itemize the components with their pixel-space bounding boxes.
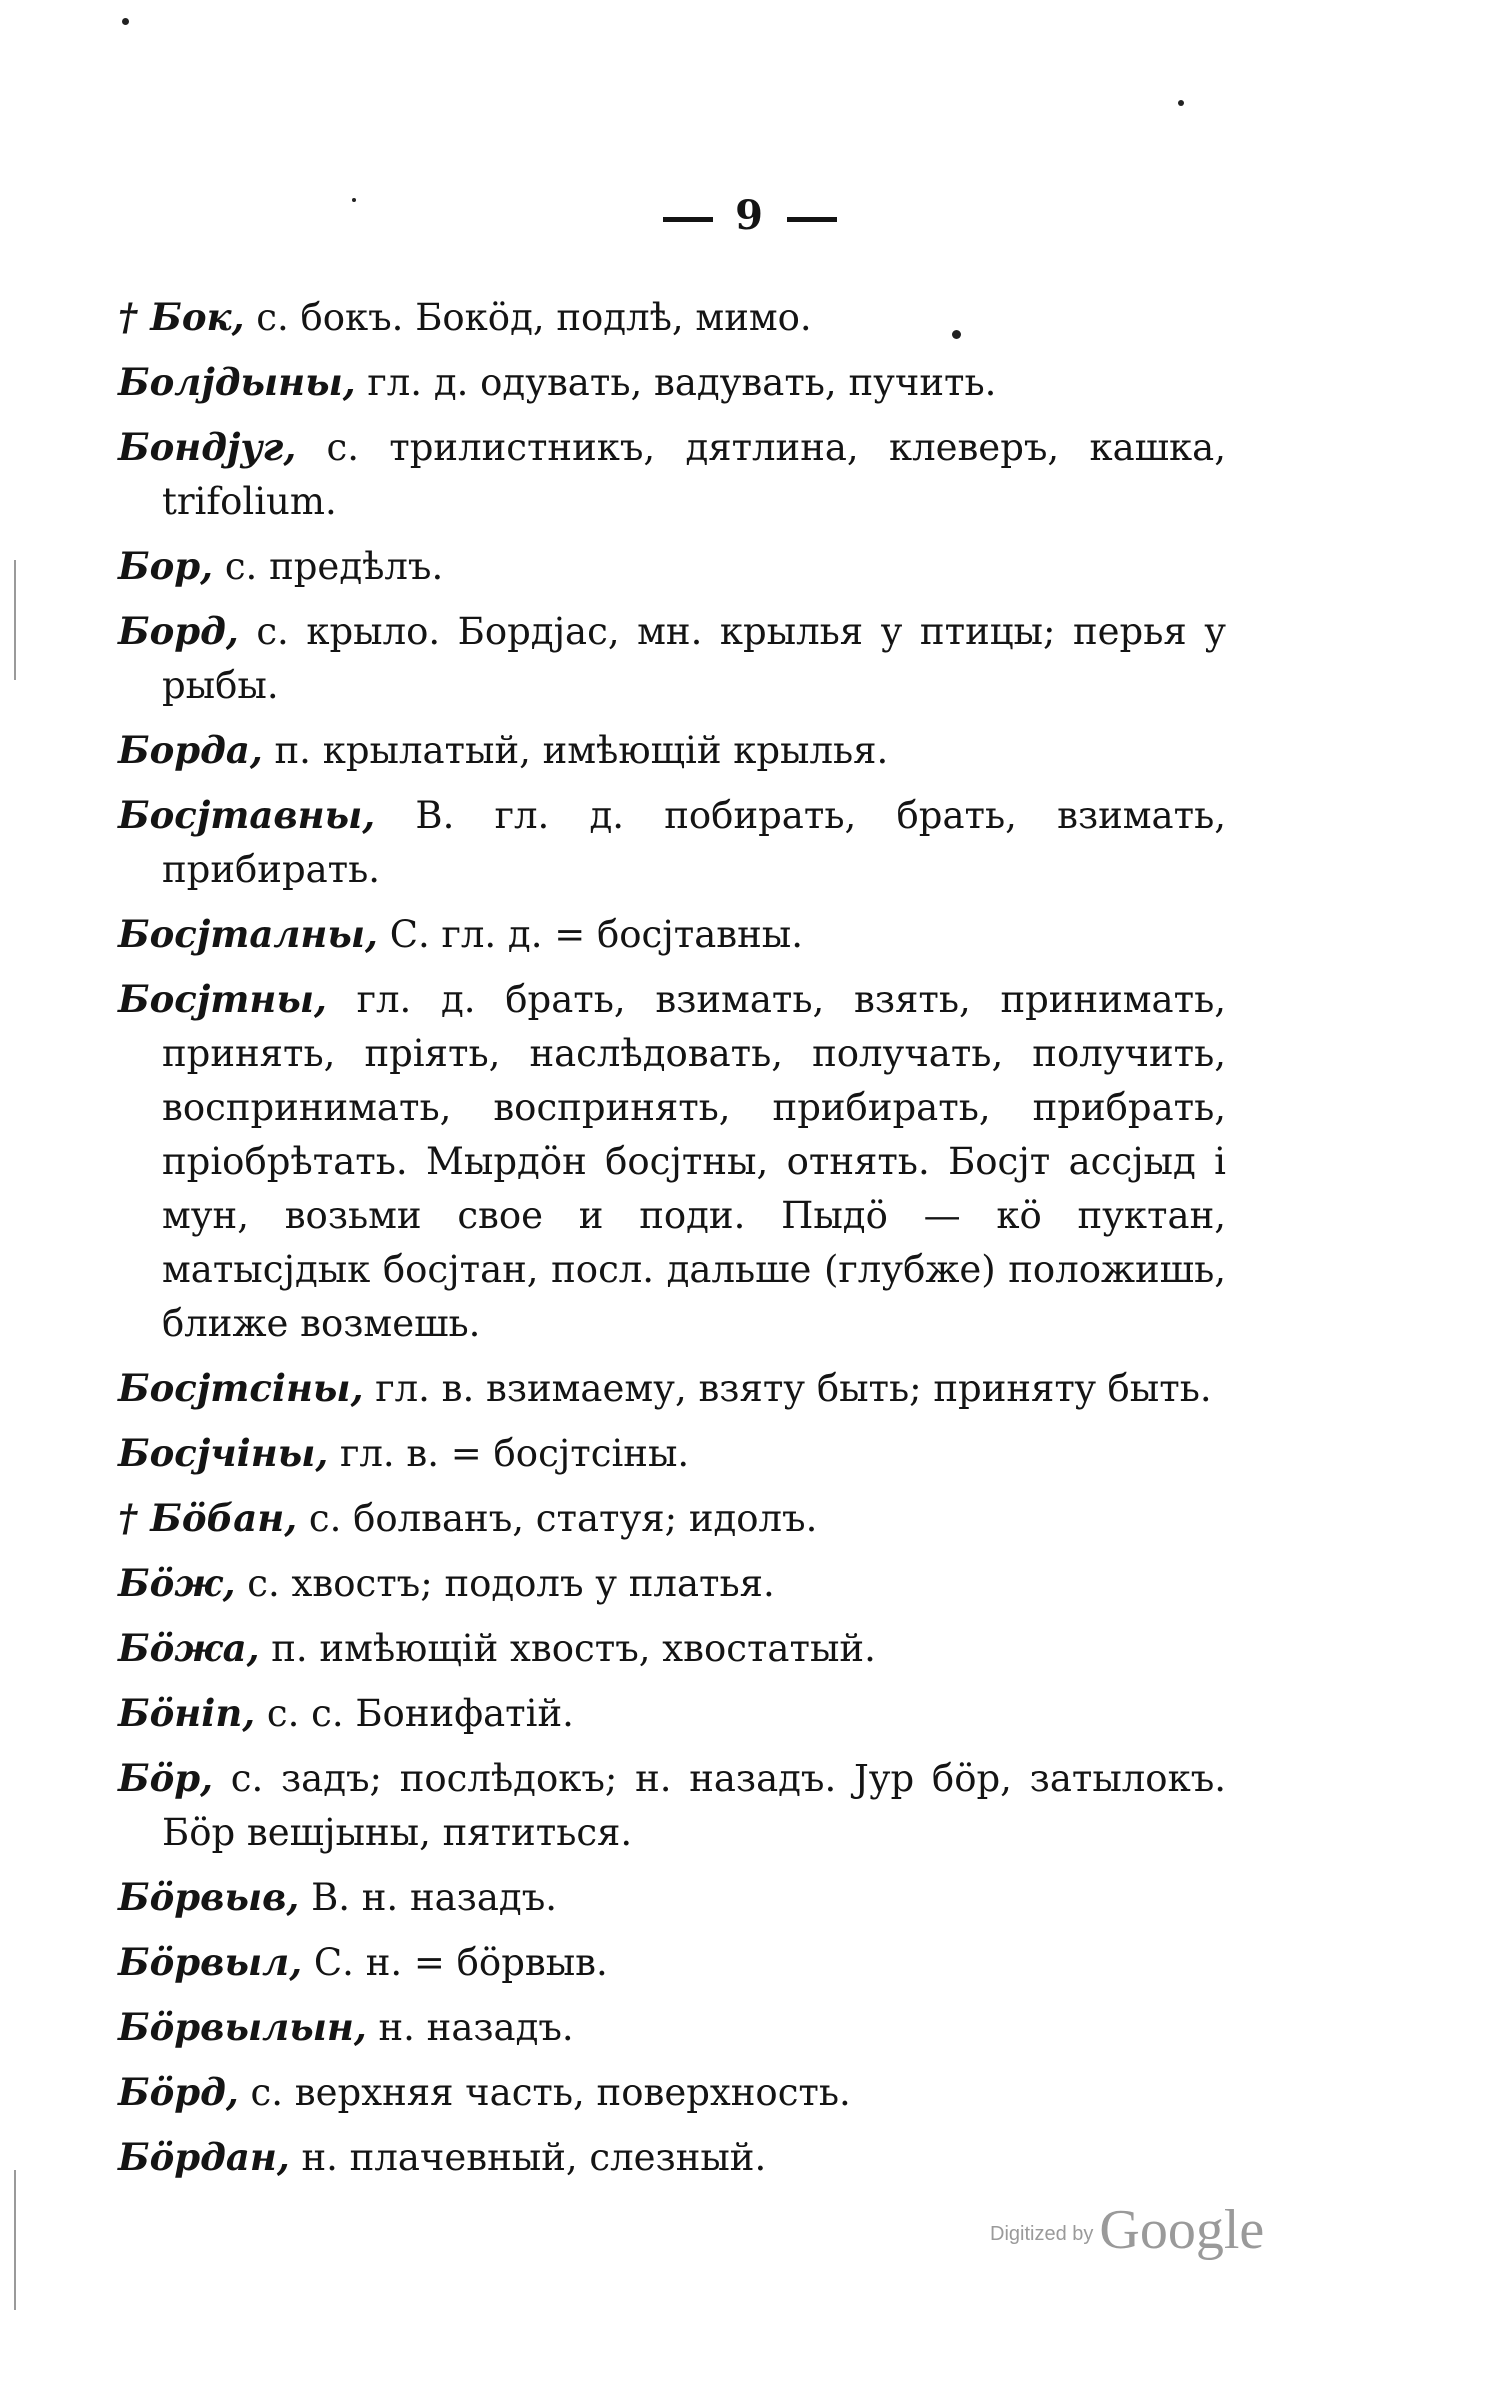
entry-definition: н. назадъ. xyxy=(378,2006,574,2049)
dictionary-entry xyxy=(118,2065,1226,2120)
entry-headword: Бондјуг, xyxy=(118,425,297,469)
entry-headword: Босјчіны, xyxy=(118,1431,329,1475)
dictionary-entry xyxy=(118,1935,1226,1990)
entry-definition: п. имѣющій хвостъ, хвостатый. xyxy=(271,1627,876,1670)
entry-headword: Бӧніп, xyxy=(118,1691,256,1735)
scan-margin-line xyxy=(14,2170,16,2310)
dictionary-entry xyxy=(118,1870,1226,1925)
entry-headword: Болјдыны, xyxy=(118,360,356,404)
entry-definition: с. крыло. Бордјас, мн. крылья у птицы; перья у рыбы. xyxy=(162,610,1226,707)
digitized-watermark xyxy=(990,2198,1264,2262)
entry-headword: Борд, xyxy=(118,609,239,653)
entry-definition: с. бокъ. Бокӧд, подлѣ, мимо. xyxy=(256,296,812,339)
dictionary-entry xyxy=(118,1621,1226,1676)
dictionary-entry xyxy=(118,1491,1226,1546)
dictionary-entry xyxy=(118,1426,1226,1481)
entry-definition: с. болванъ, статуя; идолъ. xyxy=(308,1497,818,1540)
entry-headword: Босјталны, xyxy=(118,912,378,956)
watermark-logo-text: Google xyxy=(1099,2199,1265,2261)
dictionary-entry xyxy=(118,2000,1226,2055)
entry-definition: с. задъ; послѣдокъ; н. назадъ. Јур бӧр, затылокъ. Бӧр вешјыны, пятиться. xyxy=(162,1757,1227,1854)
entry-definition: с. с. Бонифатій. xyxy=(266,1692,574,1735)
dictionary-entry xyxy=(118,1751,1226,1860)
entry-definition: п. крылатый, имѣющій крылья. xyxy=(274,729,889,772)
dictionary-entry xyxy=(118,420,1226,529)
entry-headword: Бӧрвыл, xyxy=(118,1940,303,1984)
entry-definition: с. предѣлъ. xyxy=(224,545,444,588)
dictionary-entry xyxy=(118,355,1226,410)
dictionary-entry xyxy=(118,972,1226,1351)
entry-definition: В. гл. д. побирать, брать, взимать, прибирать. xyxy=(162,794,1226,891)
entry-headword: Босјтны, xyxy=(118,977,327,1021)
dictionary-entries xyxy=(118,290,1226,2195)
entry-headword: Бӧрд, xyxy=(118,2070,239,2114)
entry-headword: Бӧрвыв, xyxy=(118,1875,300,1919)
dictionary-entry xyxy=(118,2130,1226,2185)
entry-headword: Борда, xyxy=(118,728,263,772)
dictionary-entry xyxy=(118,290,1226,345)
scan-speck xyxy=(1178,100,1184,106)
entry-headword: † Бок, xyxy=(118,295,245,339)
entry-headword: Босјтавны, xyxy=(118,793,376,837)
entry-headword: † Бӧбан, xyxy=(118,1496,298,1540)
dictionary-entry xyxy=(118,1686,1226,1741)
entry-definition: с. трилистникъ, дятлина, клеверъ, кашка, trifolium. xyxy=(162,426,1226,523)
page-number-right-dash xyxy=(787,217,837,222)
dictionary-entry xyxy=(118,1361,1226,1416)
entry-definition: гл. д. одувать, вадувать, пучить. xyxy=(367,361,997,404)
entry-definition: гл. д. брать, взимать, взять, принимать, принять, пріять, наслѣдовать, получать, получить, воспринимать, воспринять, прибирать, прибрать, пріобрѣтать. Мырдӧн босјтны, отнять. Босјт ассјыд і мун, возьми свое и поди. Пыдӧ — кӧ пуктан, матысјдык босјтан, посл. дальше (глубже) положишь, ближе возмешь. xyxy=(162,978,1226,1345)
entry-definition: н. плачевный, слезный. xyxy=(301,2136,767,2179)
entry-headword: Бӧрдан, xyxy=(118,2135,290,2179)
entry-headword: Бӧж, xyxy=(118,1561,236,1605)
entry-definition: гл. в. взимаему, взяту быть; принятy быть. xyxy=(375,1367,1212,1410)
watermark-small-text: Digitized by xyxy=(990,2223,1094,2245)
page-number xyxy=(0,192,1500,239)
entry-definition: С. гл. д. = босјтавны. xyxy=(389,913,803,956)
dictionary-entry xyxy=(118,723,1226,778)
entry-headword: Бӧр, xyxy=(118,1756,214,1800)
scan-speck xyxy=(122,18,129,25)
entry-definition: гл. в. = босјтсіны. xyxy=(340,1432,690,1475)
dictionary-entry xyxy=(118,907,1226,962)
entry-definition: с. верхняя часть, поверхность. xyxy=(250,2071,851,2114)
scan-margin-line xyxy=(14,560,16,680)
page-number-left-dash xyxy=(663,217,713,222)
entry-headword: Бӧрвылын, xyxy=(118,2005,367,2049)
entry-headword: Бор, xyxy=(118,544,214,588)
page-number-text: 9 xyxy=(735,192,765,239)
dictionary-entry xyxy=(118,1556,1226,1611)
entry-definition: С. н. = бӧрвыв. xyxy=(313,1941,608,1984)
dictionary-entry xyxy=(118,604,1226,713)
entry-definition: с. хвостъ; подолъ у платья. xyxy=(247,1562,775,1605)
dictionary-entry xyxy=(118,539,1226,594)
entry-headword: Босјтсіны, xyxy=(118,1366,364,1410)
entry-definition: В. н. назадъ. xyxy=(311,1876,558,1919)
entry-headword: Бӧжа, xyxy=(118,1626,260,1670)
dictionary-entry xyxy=(118,788,1226,897)
